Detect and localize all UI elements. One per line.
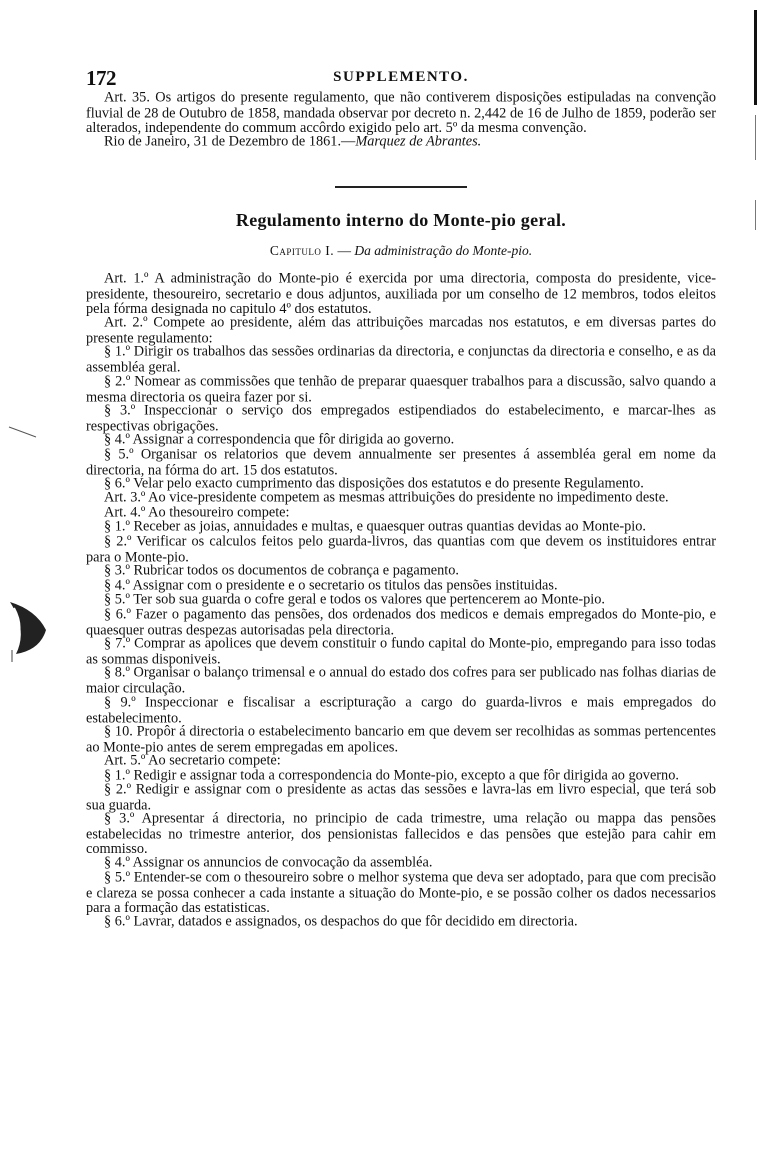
scan-edge-mark: [754, 10, 757, 105]
signature: Marquez de Abrantes.: [355, 132, 482, 150]
article-2-section-3: § 3.º Inspeccionar o serviço dos empregados estipendiados do estabelecimento, e marcar-lhes as respectivas obrigações.: [86, 401, 716, 434]
article-2-section-6: § 6.º Velar pelo exacto cumprimento das disposições dos estatutos e do presente Regulamento.: [104, 474, 644, 492]
article-2: Art. 2.º Compete ao presidente, além das attribuições marcadas nos estatutos, e em diversas partes do presente regulamento:: [86, 314, 716, 347]
article-4: Art. 4.º Ao thesoureiro compete:: [104, 503, 290, 521]
article-5: Art. 5.º Ao secretario compete:: [104, 751, 281, 769]
article-2-section-4: § 4.º Assignar a correspondencia que fôr dirigida ao governo.: [104, 430, 455, 448]
section-divider: [335, 186, 467, 188]
chapter-subtitle: Da administração do Monte-pio.: [354, 243, 533, 259]
page-number: 172: [86, 66, 116, 90]
closing-line: [86, 134, 716, 149]
article-1: Art. 1.º A administração do Monte-pio é exercida por uma directoria, composta do presidente, vice-presidente, thesoureiro, secretario e dous adjuntos, auxiliada por um conselho de 12 membros, todos eleitos pela fórma designada no capitulo 4º dos estatutos.: [86, 270, 716, 318]
article-3: Art. 3.º Ao vice-presidente competem as mesmas attribuições do presidente no impedimento deste.: [104, 489, 669, 507]
article-5-section-5: § 5.º Entender-se com o thesoureiro sobre o melhor systema que deva ser adoptado, para que com precisão e clareza se possa conhecer a cada instante a situação do Monte-pio, e se possão colher os dados necessarios para a formação das estatisticas.: [86, 868, 716, 917]
article-4-section-9: § 9.º Inspeccionar e fiscalisar a escripturação a cargo do guarda-livros e mais empregados do estabelecimento.: [86, 693, 716, 726]
scan-edge-mark: [755, 200, 756, 230]
preface-article-35: Art. 35. Os artigos do presente regulamento, que não contiverem disposições estipuladas na convenção fluvial de 28 de Outubro de 1858, mandada observar por decreto n. 2,442 de 16 de Julho de 1859, poderão ser alterados, independente do commum accôrdo exigido pelo art. 5º da mesma convenção.: [86, 88, 716, 137]
margin-ink-blot-icon: [6, 600, 48, 662]
article-2-section-1: § 1.º Dirigir os trabalhos das sessões ordinarias da directoria, e conjunctas da directoria e conselho, e as da assembléa geral.: [86, 343, 716, 376]
article-2-section-2: § 2.º Nomear as commissões que tenhão de preparar quaesquer trabalhos para a discussão, salvo quando a mesma directoria os queira fazer por si.: [86, 372, 716, 405]
margin-pen-stroke: [8, 425, 38, 439]
article-5-section-1: § 1.º Redigir e assignar toda a correspondencia do Monte-pio, excepto a que fôr dirigida ao governo.: [104, 766, 679, 784]
article-4-section-2: § 2.º Verificar os calculos feitos pelo guarda-livros, das quantias com que devem os instituidores entrar para o Monte-pio.: [86, 533, 716, 566]
article-5-section-3: § 3.º Apresentar á directoria, no principio de cada trimestre, uma relação ou mappa das pensões estabelecidas no trimestre anterior, dos pensionistas fallecidos e das pensões que estejão para cahir em commisso.: [86, 810, 716, 858]
running-title: SUPPLEMENTO.: [333, 69, 469, 85]
article-4-section-6: § 6.º Fazer o pagamento das pensões, dos ordenados dos medicos e demais empregados do Monte-pio, e quaesquer outras despezas autorisadas pela directoria.: [86, 605, 716, 639]
article-4-section-5: § 5.º Ter sob sua guarda o cofre geral e todos os valores que pertencerem ao Monte-pio.: [104, 591, 606, 609]
article-4-section-8: § 8.º Organisar o balanço trimensal e o annual do estado dos cofres para ser publicado nas folhas diarias de maior circulação.: [86, 664, 716, 697]
article-4-section-4: § 4.º Assignar com o presidente e o secretario os titulos das pensões instituidas.: [104, 576, 558, 594]
article-5-section-6: § 6.º Lavrar, datados e assignados, os despachos do que fôr decidido em directoria.: [104, 912, 578, 930]
document-page: [86, 66, 716, 928]
chapter-heading: [86, 243, 716, 259]
article-5-section-4: § 4.º Assignar os annuncios de convocação da assembléa.: [104, 854, 433, 871]
article-4-section-1: § 1.º Receber as joias, annuidades e multas, e quaesquer outras quantias devidas ao Monte-pio.: [104, 518, 646, 536]
closing-place-date: Rio de Janeiro, 31 de Dezembro de 1861.—: [104, 132, 356, 150]
article-4-section-7: § 7.º Comprar as apolices que devem constituir o fundo capital do Monte-pio, empregando para isso todas as sommas disponiveis.: [86, 635, 716, 668]
article-4-section-10: § 10. Propôr á directoria o estabelecimento bancario em que devem ser recolhidas as sommas pertencentes ao Monte-pio antes de serem empregadas em apolices.: [86, 722, 716, 755]
article-4-section-3: § 3.º Rubricar todos os documentos de cobrança e pagamento.: [104, 562, 459, 579]
chapter-dash: —: [334, 243, 355, 259]
article-5-section-2: § 2.º Redigir e assignar com o presidente as actas das sessões e lavra-las em livro especial, que terá sob sua guarda.: [86, 781, 716, 814]
page-header: [86, 66, 716, 90]
body-text: [86, 271, 716, 928]
scan-edge-mark: [755, 115, 756, 160]
chapter-label: Capitulo I.: [269, 243, 335, 259]
document-title: Regulamento interno do Monte-pio geral.: [235, 210, 567, 231]
article-2-section-5: § 5.º Organisar os relatorios que devem annualmente ser presentes á assembléa geral em nome da directoria, na fórma do art. 15 dos estatutos.: [86, 445, 716, 478]
